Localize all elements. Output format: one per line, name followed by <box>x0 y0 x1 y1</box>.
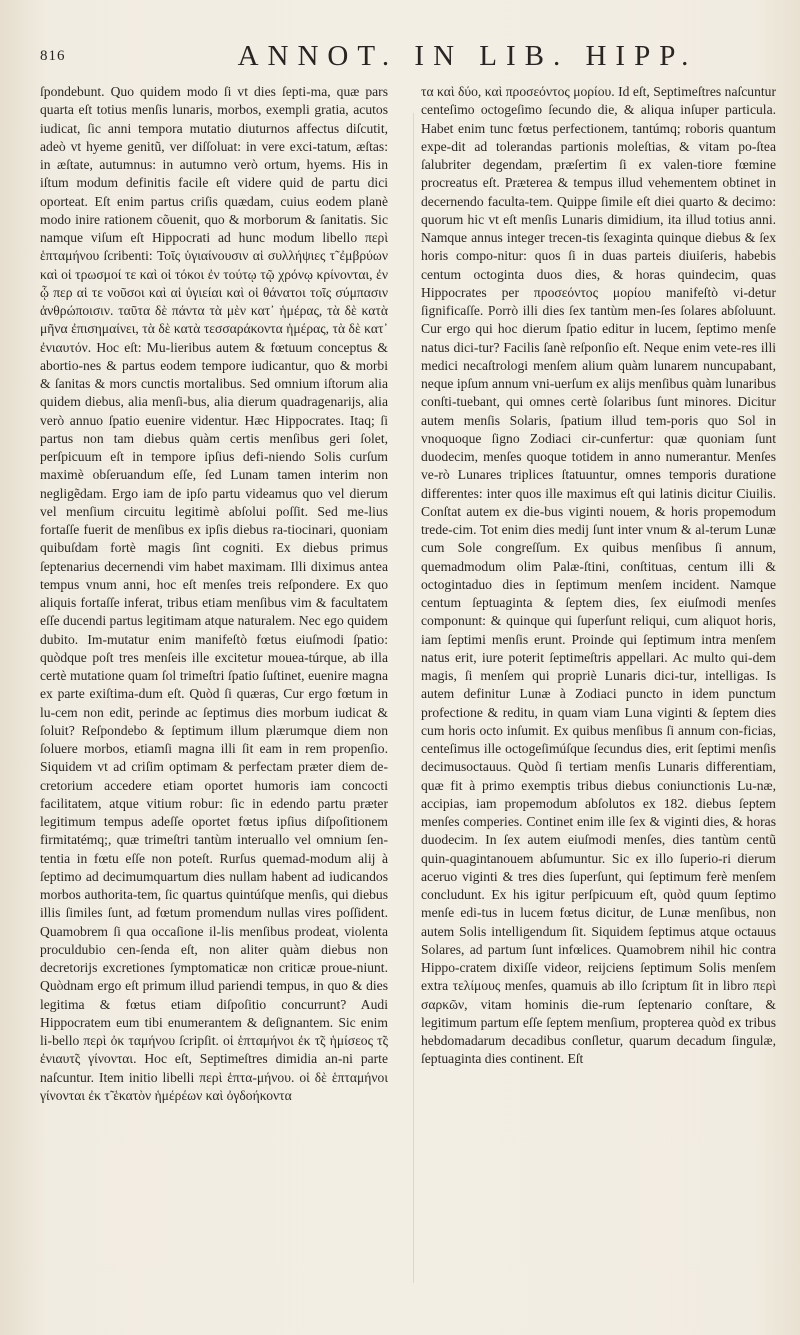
column-gutter <box>413 113 414 1283</box>
left-column <box>40 83 388 1313</box>
page-number: 816 <box>40 48 66 64</box>
right-column-text: τα καὶ δύο, καὶ προσεόντος μορίου. Id eſt, Septimeſtres naſcuntur centeſimo octogeſimo ſecundo die, & aliqua inſuper particula. Habet enim tunc fœtus perfectionem, tantúmq; roboris quantum expe-dit ad tolerandas partionis moleſtias, & vitam po-ſtea ſalubriter degendam, præſertim ſi ex valen-tiore fœmine procreatus eſt. Præterea & tempus illud vehementem obtinet in decernendo faculta-tem. Quippe ſimile eſt diei quarto & decimo: quorum hic vt eſt menſis Lunaris dimidium, ita illud totius anni. Namque annus integer trecen-tis ſexaginta quinque diebus & ſex horis compo-nitur: quos ſi in duas parteis diuiſeris, habebis centum octoginta duos dies, & horas quindecim, quas Hippocrates per προσεόντος μορίου manifeſtò vi-detur ſignificaſſe. Porrò illi dies ſex tantùm men-ſes ſolares abſoluunt. Cur ergo qui hoc dierum ſpatio editur in lucem, ſeptimo menſe natus dici-tur? Facilis ſanè reſponſio eſt. Neque enim vete-res illi medici necaſtrologi menſem alium quàm lunarem nuncupabant, neque ipſum annum vni-uerſum ex alijs menſibus quàm lunaribus conſti-tuebant, qui omnes certè ſolaribus ſunt minores. Dicitur autem menſis Solaris, ſpatium illud tem-poris quo Sol in vnoquoque ſigno Zodiaci cir-cunfertur: quæ quoniam ſunt duodecim, menſes quoque totidem in anno numerantur. Menſes ve-rò Lunares triplices ſtatuuntur, omnes temporis duratione differentes: inter quos ille maximus eſt qui latinis dicitur Ciuilis. Conſtat autem ex die-bus viginti nouem, & horis propemodum trede-cim. Tot enim dies medij ſunt inter vnum & al-terum Lunæ cum Sole congreſſum. Ex quibus menſibus ſi annum, quemadmodum olim Palæ-ſtini, conſtituas, centum illi & octogintaduo dies in ſeptimum menſem incident. Namque centum ſeptuaginta & ſeptem dies, ſex eiuſmodi menſes componunt: & quinque qui ſuperſunt reliqui, cum aliquot horis, iam ſeptimi menſis erunt. Proinde qui ſeptimum intra menſem natus erit, iure poterit ſeptimeſtris appellari. Ac multo qui-dem magis, ſi menſem qui propriè Lunaris dici-tur, intelligas. Is autem definitur Lunæ à Zodiaci puncto in idem punctum profectione & reditu, in quam viam Luna viginti & ſeptem dies cum horis octo inſumit. Ex quibus menſibus ſi annum con-ficias, centeſimus ille octogeſimúſque ſecundus dies, erit ſeptimi menſis decimusoctauus. Quòd ſi tertiam menſis Lunaris differentiam, quæ fit à primo exemptis tribus diebus coniunctionis Lu-næ, accipias, iam propemodum abſolutos ex 182. diebus ſeptem menſes comperies. Continet enim ille ſex & viginti dies, & horas duodecim. In ſex autem eiuſmodi menſes, dies tantùm centũ quin-quagintanouem abſumuntur. Sic ex illo ſuperio-ri dierum aceruo viginti & tres dies ſuperſunt, qui ſeptimum ferè menſem concludunt. Ex his igitur perſpicuum eſt, quòd quum ſeptimo menſe edi-tus in lucem fœtus dicitur, de Lunæ menſibus, non autem Solis intelligendum ſit. Siquidem ſeptimus atque octauus Solares, ad partum ſunt infœlices. Quamobrem nihil hic contra Hippo-cratem dixiſſe videor, reijciens ſeptimum Solis menſem extra τελίμους menſes, quamuis ab illo ſcriptum ſit in libro περὶ σαρκῶν, vitam hominis die-rum ſeptenario conſtare, & legitimum partum eſſe ſeptem menſium, propterea quòd ex tribus hebdomadarum decadibus conſletur, quarum decadum ſingulæ, ſeptuaginta dies continent. Eſt <box>421 84 776 1067</box>
running-head: ANNOT. IN LIB. HIPP. <box>237 40 698 72</box>
left-column-text: ſpondebunt. Quo quidem modo ſi vt dies ſepti-ma, quæ pars quarta eſt totius menſis lunaris, morbos, exempli gratia, acutos iudicat, ſic anni tempora mutatio diuturnos affectus diſcutit, adeò vt hyeme genitũ, ver diſſoluat: in vere exci-tatum, æſtas: in æſtate, autumnus: in autumno verò ortum, hyems. His in iſtum modum definitis facile eſt videre quid de partu dici oporteat. Eſt enim partus criſis quædam, cuius eodem planè modo inire rationem cõuenit, quo & morborum & ſanitatis. Sic namque viſum eſt Hippocrati ad hunc modum libello περὶ ἑπταμήνου ſcribenti: Τοῖς ὑγιαίνουσιν αἱ συλλήψιες τ̃ ἐμβρύων καὶ οἱ τρωσμοί τε καὶ οἱ τόκοι ἐν τούτῳ τῷ χρόνῳ κρίνονται, ἐν ᾧ περ αἱ τε νοῦσοι καὶ αἱ ὑγιείαι καὶ οἱ θάνατοι τοῖς σύμπασιν ἀνθρώποισιν. ταῦτα δὲ πάντα τὰ μὲν κατ᾽ ἡμέρας, τὰ δὲ κατὰ μῆνα ἐπισημαίνει, τὰ δὲ κατὰ τεσσαράκοντα ἡμέρας, τὰ δὲ κατ᾽ ἐνιαυτόν. Hoc eſt: Mu-lieribus autem & fœtuum conceptus & abortio-nes & partus eodem tempore iudicantur, quo & morbi & ſanitas & mors cunctis mortalibus. Sed omnium iſtorum alia quidem diebus, alia menſi-bus, alia dierum quadragenarijs, alia verò annuo ſpatio euenire videntur. Hæc Hippocrates. Itaq; ſi partus non tam diebus quàm certis menſibus geri ſolet, perſpicuum eſt in tempore ipſius defi-niendo Solis curſum maximè obſeruandum eſſe, ſed Lunam tamen interim non negligẽdam. Ergo iam de ipſo partu videamus quo vel dierum vel menſium circuitu legitimè abſolui poſſit. Sed me-lius fortaſſe fuerit de menſibus ex ipſis diebus ra-tiocinari, quoniam quibuſdam fortè magis ſint cogniti. Ex diebus primus ſeptenarius decernendi vim habet maximam. Illi diximus antea tempus vnum anni, hoc eſt menſes treis reſpondere. Ex quo aliquis fortaſſe inferat, tribus etiam menſibus vim & facultatem eſſe ducendi partus legitimam atque naturalem. Nec ego quidem dubito. Im-mutatur enim manifeſtò fœtus eiuſmodi ſpatio: quòdque poſt tres menſeis ille excitetur mouea-túrque, ab illa certè mutatione quam ſol trimeſtri ſpatio ſuſtinet, euenire magna ex parte exiſtima-dum eſt. Quòd ſi quæras, Cur ergo fœtum in lu-cem non edit, perinde ac ſeptimus dies morbum iudicat & ſoluit? Reſpondebo & ſeptimum illum plærumque diem non ſoluere morbos, etiamſi magna illi ſit eam in rem propenſio. Siquidem vt ad criſim optimam & perfectam præter diem de-cretorium accedere etiam oportet humoris iam concocti facilitatem, atque vitium robur: ſic in edendo partu præter legitimum tempus adeſſe oportet fœtus ipſius diſpoſitionem firmitatémq;, quæ trimeſtri tantùm interuallo vel omnium ſen-tentia in fœtu eſſe non poteſt. Rurſus quemad-modum alij à ſeptimo ad decimumquartum dies nullam habent ad iudicandos morbos authorita-tem, ſic quartus quintúſque menſis, qui diebus illis ſimiles ſunt, ad fœtum promendum nullas vires poſſident. Quamobrem ſi qua occaſione il-lis menſibus prodeat, violenta proculdubio cen-ſenda eſt, non aliter quàm diebus non decretorijs excretiones ſymptomaticæ non criticæ proue-niunt. Quòdnam ergo eſt primum illud pariendi tempus, in quo & dies legitima & fœtus etiam diſpoſitio concurrunt? Audi Hippocratem eum tibi enumerantem & deſignantem. Sic enim li-bello περὶ ὀκ ταμήνου ſcripſit. οἱ ἑπταμήνοι ἐκ τ̃ς ἡμίσεος τ̃ς ἐνιαυτ̃ς γίνονται. Hoc eſt, Septimeſtres dimidia an-ni parte naſcuntur. Item initio libelli περὶ ἑπτα-μήνου. οἱ δὲ ἑπταμήνοι γίνονται ἐκ τ̃ ἑκατὸν ἡμέρέων καὶ ὀγδοήκοντα <box>40 84 388 1103</box>
page-header <box>40 40 775 80</box>
text-columns <box>40 83 780 1313</box>
right-column <box>421 83 776 1313</box>
